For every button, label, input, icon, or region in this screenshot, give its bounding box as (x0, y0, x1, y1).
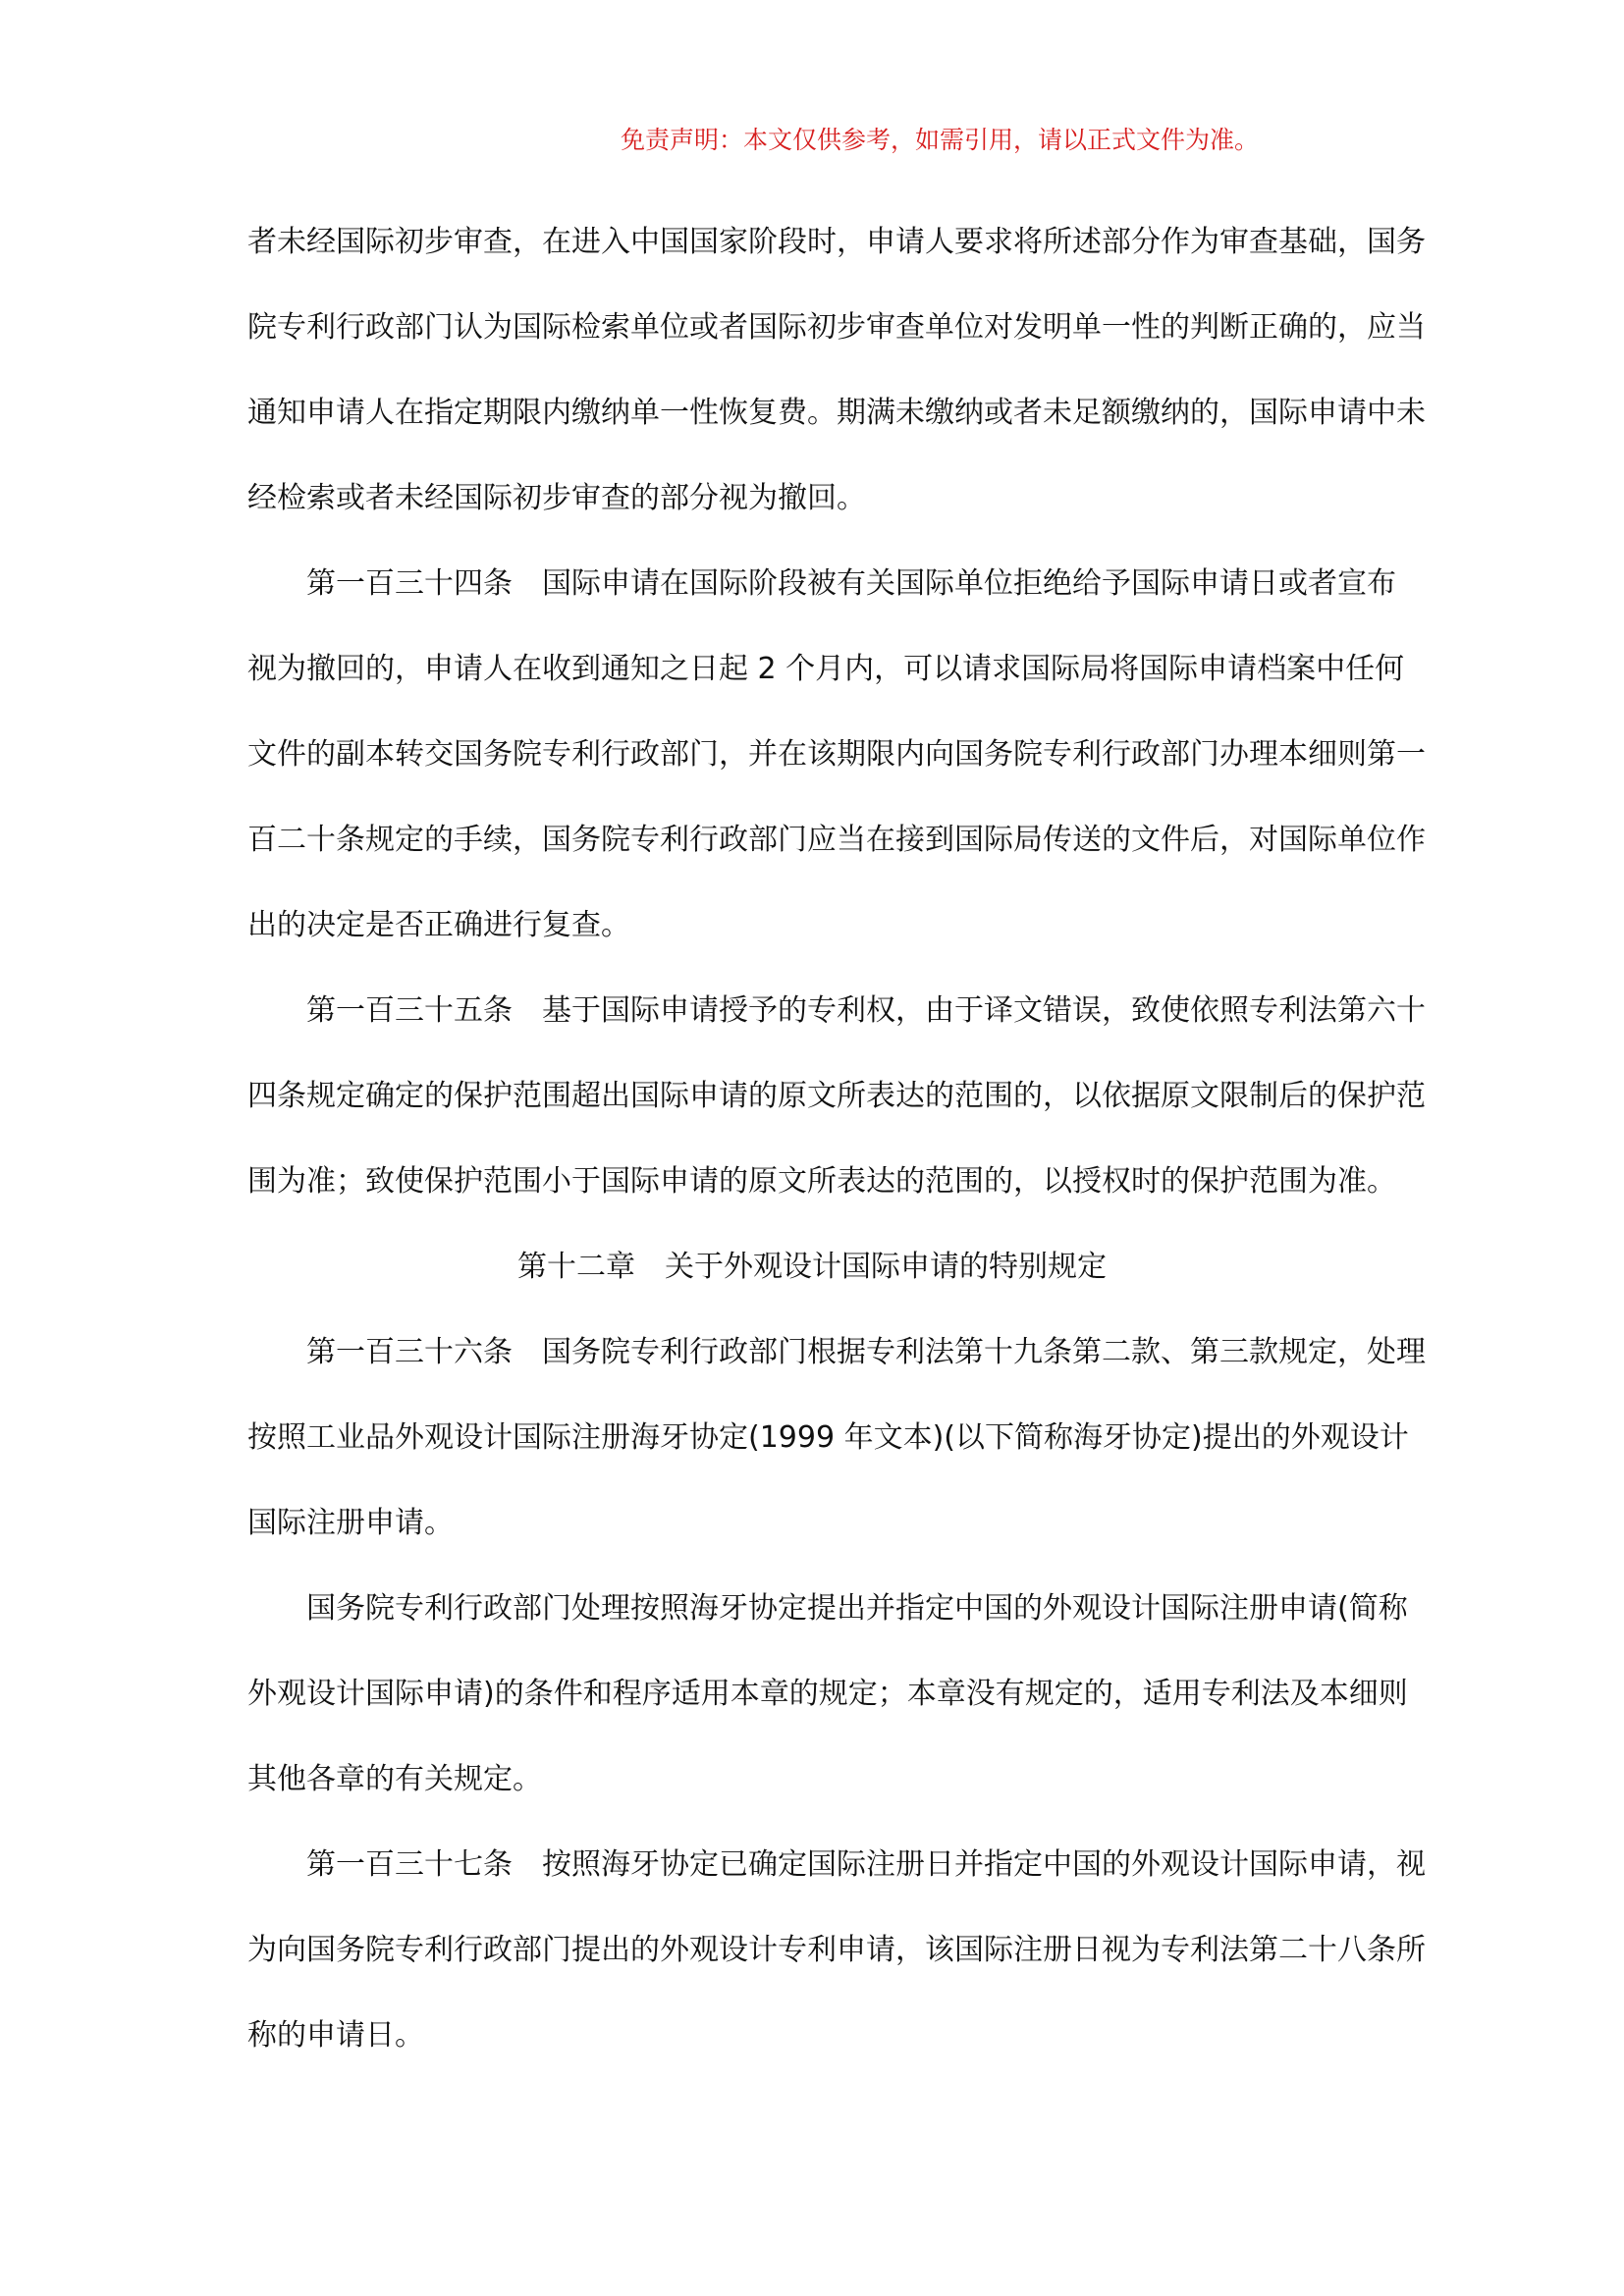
text-line: 其他各章的有关规定。 (247, 1762, 542, 1796)
article-134-heading-line: 第一百三十四条 国际申请在国际阶段被有关国际单位拒绝给予国际申请日或者宣布 (306, 566, 1396, 601)
text-line: 百二十条规定的手续，国务院专利行政部门应当在接到国际局传送的文件后，对国际单位作 (247, 823, 1426, 857)
text-line: 通知申请人在指定期限内缴纳单一性恢复费。期满未缴纳或者未足额缴纳的，国际申请中未 (247, 396, 1426, 430)
article-135-heading-line: 第一百三十五条 基于国际申请授予的专利权，由于译文错误，致使依照专利法第六十 (306, 993, 1426, 1028)
text-line: 为向国务院专利行政部门提出的外观设计专利申请，该国际注册日视为专利法第二十八条所 (247, 1933, 1426, 1967)
text-line: 文件的副本转交国务院专利行政部门，并在该期限内向国务院专利行政部门办理本细则第一 (247, 737, 1426, 772)
text-line: 按照工业品外观设计国际注册海牙协定(1999 年文本)(以下简称海牙协定)提出的外观设计 (247, 1420, 1409, 1455)
text-line: 经检索或者未经国际初步审查的部分视为撤回。 (247, 481, 866, 515)
text-line: 出的决定是否正确进行复查。 (247, 908, 630, 942)
article-136-heading-line: 第一百三十六条 国务院专利行政部门根据专利法第十九条第二款、第三款规定，处理 (306, 1335, 1426, 1369)
text-line: 者未经国际初步审查，在进入中国国家阶段时，申请人要求将所述部分作为审查基础，国务 (247, 225, 1426, 259)
chapter-title: 第十二章 关于外观设计国际申请的特别规定 (517, 1250, 1107, 1284)
text-line: 视为撤回的，申请人在收到通知之日起 2 个月内，可以请求国际局将国际申请档案中任何 (247, 652, 1405, 686)
text-line: 院专利行政部门认为国际检索单位或者国际初步审查单位对发明单一性的判断正确的，应当 (247, 310, 1426, 345)
paragraph-first-line: 国务院专利行政部门处理按照海牙协定提出并指定中国的外观设计国际注册申请(简称 (306, 1591, 1408, 1626)
disclaimer-header: 免责声明：本文仅供参考，如需引用，请以正式文件为准。 (621, 126, 1260, 154)
text-line: 四条规定确定的保护范围超出国际申请的原文所表达的范围的，以依据原文限制后的保护范 (247, 1079, 1426, 1113)
text-line: 围为准；致使保护范围小于国际申请的原文所表达的范围的，以授权时的保护范围为准。 (247, 1164, 1396, 1199)
article-137-heading-line: 第一百三十七条 按照海牙协定已确定国际注册日并指定中国的外观设计国际申请，视 (306, 1847, 1426, 1882)
text-line: 国际注册申请。 (247, 1506, 454, 1540)
text-line: 称的申请日。 (247, 2018, 424, 2053)
text-line: 外观设计国际申请)的条件和程序适用本章的规定；本章没有规定的，适用专利法及本细则 (247, 1677, 1408, 1711)
